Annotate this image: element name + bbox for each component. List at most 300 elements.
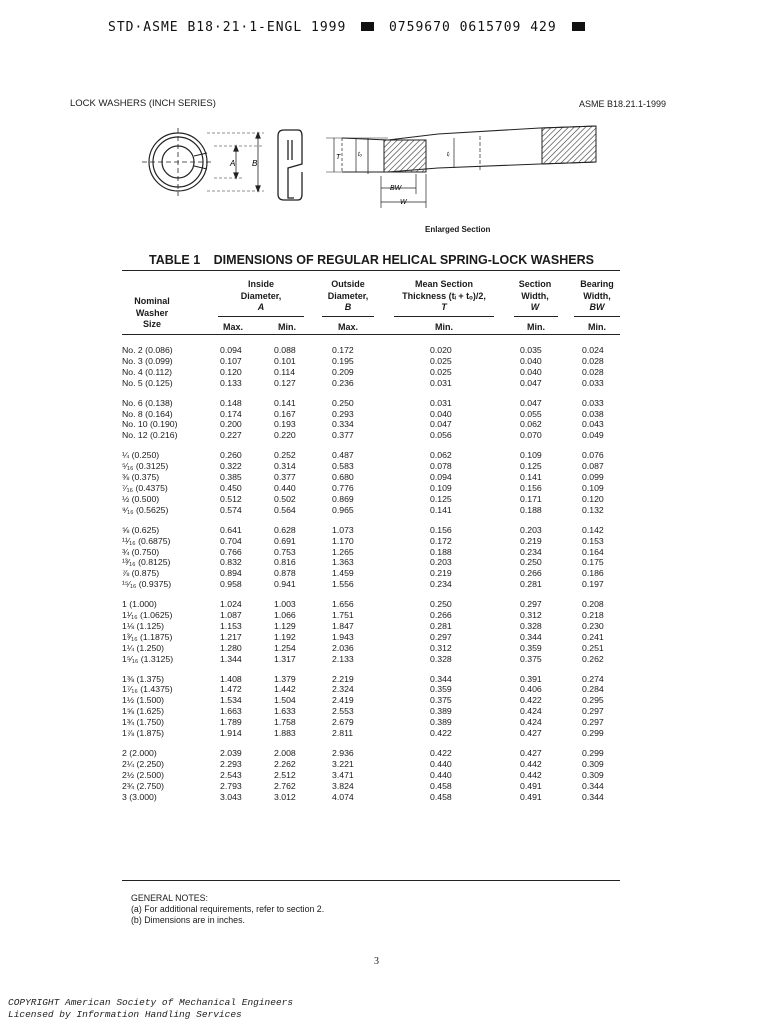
- cell-value: 0.281: [520, 579, 542, 590]
- cell-value: 0.628: [274, 524, 296, 535]
- cell-value: 3.824: [332, 780, 354, 791]
- table-row: [122, 525, 622, 536]
- group-spacer-cell: [122, 590, 622, 599]
- cell-value: 2.293: [220, 758, 242, 769]
- table-row: [122, 654, 622, 665]
- cell-size: ⁵⁄₁₆ (0.3125): [122, 461, 169, 472]
- table-row: [122, 536, 622, 547]
- cell-value: 0.442: [520, 758, 542, 769]
- cell-value: 0.236: [332, 377, 354, 388]
- cell-value: 1.459: [332, 568, 354, 579]
- cell-size: ⅝ (0.625): [122, 524, 160, 535]
- document-header: [108, 20, 591, 35]
- rule-inside: [218, 316, 304, 317]
- cell-size: ⅜ (0.375): [122, 472, 160, 483]
- cell-value: 0.252: [274, 450, 296, 461]
- cell-value: 0.766: [220, 546, 242, 557]
- cell-size: No. 2 (0.086): [122, 345, 173, 355]
- cell-value: 0.487: [332, 450, 354, 461]
- cell-value: 1.344: [220, 653, 242, 664]
- cell-value: 0.309: [582, 769, 604, 780]
- cell-value: 0.328: [520, 620, 542, 631]
- cell-value: 0.035: [520, 345, 542, 355]
- cell-value: 0.266: [430, 610, 452, 621]
- group-spacer-cell: [122, 665, 622, 674]
- cell-value: 2.039: [220, 748, 242, 758]
- subheader-inside-max: Max.: [222, 322, 243, 332]
- cell-value: 1.280: [220, 642, 242, 653]
- table-row: [122, 706, 622, 717]
- cell-value: 0.250: [430, 599, 452, 610]
- header-numbers: 0759670 0615709 429: [388, 20, 557, 35]
- cell-value: 1.003: [274, 599, 296, 610]
- cell-value: 0.125: [520, 461, 542, 472]
- header-block-mark-end: [572, 22, 585, 31]
- cell-value: 0.219: [520, 535, 542, 546]
- cell-value: 0.440: [430, 769, 452, 780]
- cell-value: 0.197: [582, 579, 604, 590]
- note-b: (b) Dimensions are in inches.: [131, 915, 245, 925]
- cell-size: No. 4 (0.112): [122, 366, 173, 377]
- cell-value: 2.219: [332, 673, 354, 684]
- cell-value: 0.491: [520, 791, 542, 802]
- table-title-text: DIMENSIONS OF REGULAR HELICAL SPRING-LOCK WASHERS: [213, 253, 594, 267]
- cell-value: 0.377: [274, 472, 296, 483]
- cell-size: 1 (1.000): [122, 599, 157, 610]
- cell-value: 0.274: [582, 673, 604, 684]
- cell-value: 2.419: [332, 695, 354, 706]
- cell-value: 0.127: [274, 377, 296, 388]
- washer-front-view: [142, 128, 264, 196]
- cell-value: 0.031: [430, 377, 452, 388]
- cell-value: 0.047: [520, 377, 542, 388]
- cell-value: 1.472: [220, 684, 242, 695]
- cell-value: 0.040: [430, 408, 452, 419]
- subheader-mean-min: Min.: [435, 322, 453, 332]
- cell-size: ½ (0.500): [122, 493, 160, 504]
- cell-value: 1.363: [332, 557, 354, 568]
- cell-value: 0.422: [520, 695, 542, 706]
- cell-value: 0.297: [520, 599, 542, 610]
- cell-value: 0.025: [430, 366, 452, 377]
- cell-value: 0.564: [274, 504, 296, 515]
- group-spacer: [122, 389, 622, 398]
- dim-label-t: T: [336, 154, 341, 161]
- table-row: [122, 557, 622, 568]
- cell-value: 0.262: [582, 653, 604, 664]
- cell-value: 1.254: [274, 642, 296, 653]
- cell-value: 0.458: [430, 780, 452, 791]
- cell-value: 0.094: [220, 345, 242, 355]
- cell-value: 0.025: [430, 355, 452, 366]
- cell-size: 1¾ (1.750): [122, 717, 165, 728]
- cell-value: 1.789: [220, 717, 242, 728]
- cell-size: 3 (3.000): [122, 791, 157, 802]
- group-spacer-cell: [122, 389, 622, 398]
- cell-value: 1.534: [220, 695, 242, 706]
- group-spacer-cell: [122, 739, 622, 748]
- col-header-bearing: Bearing Width,: [580, 279, 614, 301]
- cell-value: 0.056: [430, 430, 452, 441]
- cell-value: 2.793: [220, 780, 242, 791]
- cell-value: 0.195: [332, 355, 354, 366]
- cell-value: 3.221: [332, 758, 354, 769]
- cell-value: 0.049: [582, 430, 604, 441]
- cell-value: 1.556: [332, 579, 354, 590]
- rule-section: [514, 316, 558, 317]
- table-row: [122, 759, 622, 770]
- table-row: [122, 770, 622, 781]
- cell-size: ¾ (0.750): [122, 546, 160, 557]
- cell-value: 0.442: [520, 769, 542, 780]
- cell-value: 0.234: [430, 579, 452, 590]
- cell-size: ¹³⁄₁₆ (0.8125): [122, 557, 171, 568]
- washer-figure: [138, 116, 618, 236]
- cell-value: 0.167: [274, 408, 296, 419]
- group-spacer: [122, 441, 622, 450]
- group-spacer-cell: [122, 441, 622, 450]
- group-spacer-cell: [122, 516, 622, 525]
- table-bottom-rule: [122, 880, 620, 881]
- cell-value: 0.389: [430, 717, 452, 728]
- cell-value: 0.031: [430, 397, 452, 408]
- cell-value: 0.141: [520, 472, 542, 483]
- cell-value: 0.020: [430, 345, 452, 355]
- col-header-outside: Outside Diameter,: [327, 279, 369, 301]
- cell-value: 2.133: [332, 653, 354, 664]
- cell-value: 0.512: [220, 493, 242, 504]
- cell-value: 0.295: [582, 695, 604, 706]
- cell-value: 0.894: [220, 568, 242, 579]
- cell-size: 1⅝ (1.625): [122, 706, 165, 717]
- cell-value: 0.776: [332, 482, 354, 493]
- cell-value: 0.203: [520, 524, 542, 535]
- cell-value: 0.816: [274, 557, 296, 568]
- cell-size: No. 10 (0.190): [122, 419, 178, 430]
- col-header-inside-sym: A: [257, 302, 265, 312]
- cell-size: 2½ (2.500): [122, 769, 165, 780]
- cell-value: 0.422: [430, 728, 452, 739]
- cell-value: 2.036: [332, 642, 354, 653]
- cell-value: 0.028: [582, 355, 604, 366]
- cell-value: 0.284: [582, 684, 604, 695]
- cell-value: 0.281: [430, 620, 452, 631]
- dim-label-a: A: [230, 159, 236, 168]
- running-title-left: LOCK WASHERS (INCH SERIES): [70, 98, 216, 109]
- cell-value: 2.262: [274, 758, 296, 769]
- table-row: [122, 621, 622, 632]
- dim-label-to: tₒ: [358, 152, 363, 158]
- cell-value: 0.450: [220, 482, 242, 493]
- table-row: [122, 547, 622, 558]
- cell-value: 0.062: [520, 419, 542, 430]
- cell-size: 1³⁄₁₆ (1.1875): [122, 631, 173, 642]
- cell-value: 0.691: [274, 535, 296, 546]
- cell-value: 0.406: [520, 684, 542, 695]
- note-a: (a) For additional requirements, refer to section 2.: [131, 904, 325, 914]
- cell-size: No. 12 (0.216): [122, 430, 178, 441]
- group-spacer: [122, 516, 622, 525]
- cell-value: 0.241: [582, 631, 604, 642]
- general-notes: [131, 893, 324, 926]
- cell-size: 1⅜ (1.375): [122, 673, 165, 684]
- copyright-line-1: COPYRIGHT American Society of Mechanical Engineers: [8, 997, 294, 1008]
- cell-value: 0.230: [582, 620, 604, 631]
- cell-value: 0.175: [582, 557, 604, 568]
- cell-value: 0.062: [430, 450, 452, 461]
- cell-value: 1.751: [332, 610, 354, 621]
- cell-value: 0.375: [430, 695, 452, 706]
- table-row: [122, 684, 622, 695]
- table-row: [122, 450, 622, 461]
- cell-size: ¹⁵⁄₁₆ (0.9375): [122, 579, 172, 590]
- cell-value: 2.936: [332, 748, 354, 758]
- table-top-rule: [122, 270, 620, 271]
- cell-size: ⅞ (0.875): [122, 568, 160, 579]
- group-spacer: [122, 739, 622, 748]
- table-row: [122, 356, 622, 367]
- cell-value: 0.266: [520, 568, 542, 579]
- cell-value: 0.297: [430, 631, 452, 642]
- cell-value: 0.491: [520, 780, 542, 791]
- cell-value: 0.344: [582, 780, 604, 791]
- table-row: [122, 579, 622, 590]
- cell-value: 0.040: [520, 366, 542, 377]
- cell-value: 0.188: [520, 504, 542, 515]
- table-row: [122, 674, 622, 685]
- cell-size: 1⅛ (1.125): [122, 620, 165, 631]
- cell-value: 1.087: [220, 610, 242, 621]
- cell-size: ⁷⁄₁₆ (0.4375): [122, 482, 168, 493]
- cell-value: 0.153: [582, 535, 604, 546]
- subheader-section-min: Min.: [527, 322, 545, 332]
- section-hatch-right: [542, 126, 596, 164]
- dim-label-b: B: [252, 159, 258, 168]
- cell-value: 0.148: [220, 397, 242, 408]
- cell-value: 0.172: [332, 345, 354, 355]
- cell-value: 0.141: [430, 504, 452, 515]
- rule-outside: [322, 316, 374, 317]
- cell-value: 0.109: [582, 482, 604, 493]
- cell-value: 0.040: [520, 355, 542, 366]
- header-standard-code: STD·ASME B18·21·1-ENGL 1999: [108, 20, 347, 35]
- cell-value: 0.047: [430, 419, 452, 430]
- cell-value: 2.512: [274, 769, 296, 780]
- header-bottom-rule: [122, 334, 620, 335]
- cell-size: No. 5 (0.125): [122, 377, 173, 388]
- col-header-bearing-sym: BW: [589, 302, 605, 312]
- table-row: [122, 367, 622, 378]
- cell-size: 2 (2.000): [122, 748, 157, 758]
- col-header-size: Nominal Washer Size: [134, 296, 170, 329]
- dim-label-bw: BW: [390, 185, 402, 192]
- cell-value: 0.227: [220, 430, 242, 441]
- table-row: [122, 419, 622, 430]
- cell-value: 0.218: [582, 610, 604, 621]
- cell-value: 0.174: [220, 408, 242, 419]
- cell-value: 0.293: [332, 408, 354, 419]
- cell-value: 0.385: [220, 472, 242, 483]
- cell-value: 2.543: [220, 769, 242, 780]
- cell-value: 0.250: [332, 397, 354, 408]
- cell-value: 0.389: [430, 706, 452, 717]
- table-row: [122, 643, 622, 654]
- cell-value: 1.408: [220, 673, 242, 684]
- cell-value: 0.209: [332, 366, 354, 377]
- cell-value: 1.633: [274, 706, 296, 717]
- cell-value: 0.125: [430, 493, 452, 504]
- cell-value: 0.208: [582, 599, 604, 610]
- washer-drawing: [138, 116, 618, 236]
- cell-value: 0.114: [274, 366, 296, 377]
- figure-caption: Enlarged Section: [425, 225, 491, 234]
- cell-value: 0.156: [520, 482, 542, 493]
- cell-value: 0.878: [274, 568, 296, 579]
- table-row: [122, 505, 622, 516]
- table-row: [122, 345, 622, 356]
- cell-value: 3.471: [332, 769, 354, 780]
- table-row: [122, 781, 622, 792]
- rule-mean: [394, 316, 494, 317]
- cell-size: ⁹⁄₁₆ (0.5625): [122, 504, 169, 515]
- cell-size: 1⁵⁄₁₆ (1.3125): [122, 653, 174, 664]
- cell-value: 0.359: [430, 684, 452, 695]
- cell-value: 0.359: [520, 642, 542, 653]
- table-row: [122, 494, 622, 505]
- cell-value: 1.656: [332, 599, 354, 610]
- cell-value: 0.120: [582, 493, 604, 504]
- cell-value: 0.312: [430, 642, 452, 653]
- cell-value: 0.038: [582, 408, 604, 419]
- cell-value: 0.251: [582, 642, 604, 653]
- cell-value: 0.424: [520, 706, 542, 717]
- cell-value: 0.109: [430, 482, 452, 493]
- table-row: [122, 430, 622, 441]
- table-row: [122, 728, 622, 739]
- col-header-section: Section Width,: [518, 279, 552, 301]
- table-row: [122, 568, 622, 579]
- cell-size: 2¼ (2.250): [122, 758, 165, 769]
- cell-value: 0.047: [520, 397, 542, 408]
- cell-value: 1.153: [220, 620, 242, 631]
- table-row: [122, 461, 622, 472]
- cell-value: 0.832: [220, 557, 242, 568]
- cell-value: 0.120: [220, 366, 242, 377]
- cell-value: 0.141: [274, 397, 296, 408]
- cell-value: 0.024: [582, 345, 604, 355]
- cell-value: 0.314: [274, 461, 296, 472]
- cell-value: 0.344: [430, 673, 452, 684]
- cell-value: 1.024: [220, 599, 242, 610]
- cell-value: 0.033: [582, 397, 604, 408]
- cell-value: 1.847: [332, 620, 354, 631]
- cell-value: 0.427: [520, 748, 542, 758]
- cell-value: 0.078: [430, 461, 452, 472]
- dimensions-table: [122, 345, 622, 803]
- cell-value: 2.679: [332, 717, 354, 728]
- section-hatch-left: [384, 140, 426, 172]
- cell-value: 0.076: [582, 450, 604, 461]
- running-title-right: ASME B18.21.1-1999: [578, 99, 666, 109]
- cell-value: 0.171: [520, 493, 542, 504]
- cell-value: 0.574: [220, 504, 242, 515]
- cell-value: 0.193: [274, 419, 296, 430]
- cell-value: 1.379: [274, 673, 296, 684]
- cell-value: 1.317: [274, 653, 296, 664]
- cell-value: 0.055: [520, 408, 542, 419]
- cell-value: 0.391: [520, 673, 542, 684]
- cell-value: 1.883: [274, 728, 296, 739]
- col-header-inside: Inside Diameter,: [240, 279, 282, 301]
- table-row: [122, 610, 622, 621]
- cell-value: 0.965: [332, 504, 354, 515]
- table-row: [122, 483, 622, 494]
- table-row: [122, 632, 622, 643]
- table-row: [122, 792, 622, 803]
- cell-size: 1½ (1.500): [122, 695, 165, 706]
- table-row: [122, 717, 622, 728]
- cell-value: 0.203: [430, 557, 452, 568]
- cell-value: 0.753: [274, 546, 296, 557]
- cell-value: 0.043: [582, 419, 604, 430]
- cell-value: 1.943: [332, 631, 354, 642]
- cell-value: 2.008: [274, 748, 296, 758]
- cell-size: 1¹⁄₁₆ (1.0625): [122, 610, 173, 621]
- cell-value: 0.704: [220, 535, 242, 546]
- cell-value: 1.663: [220, 706, 242, 717]
- cell-value: 1.504: [274, 695, 296, 706]
- cell-value: 0.869: [332, 493, 354, 504]
- cell-value: 1.192: [274, 631, 296, 642]
- table-row: [122, 748, 622, 759]
- col-header-outside-sym: B: [344, 302, 352, 312]
- cell-value: 0.186: [582, 568, 604, 579]
- cell-value: 0.188: [430, 546, 452, 557]
- notes-heading: GENERAL NOTES:: [131, 893, 208, 903]
- cell-value: 0.156: [430, 524, 452, 535]
- cell-value: 0.219: [430, 568, 452, 579]
- cell-value: 0.299: [582, 728, 604, 739]
- cell-value: 1.066: [274, 610, 296, 621]
- cell-value: 0.440: [430, 758, 452, 769]
- cell-value: 1.170: [332, 535, 354, 546]
- table-number: TABLE 1: [149, 253, 201, 267]
- table-row: [122, 695, 622, 706]
- cell-value: 0.132: [582, 504, 604, 515]
- cell-value: 0.958: [220, 579, 242, 590]
- cell-value: 0.164: [582, 546, 604, 557]
- cell-value: 0.107: [220, 355, 242, 366]
- cell-value: 0.502: [274, 493, 296, 504]
- cell-value: 0.234: [520, 546, 542, 557]
- cell-value: 1.442: [274, 684, 296, 695]
- cell-value: 0.133: [220, 377, 242, 388]
- col-header-mean: Mean Section Thickness (tᵢ + tₒ)/2,: [402, 279, 486, 301]
- page-number: 3: [374, 956, 379, 967]
- cell-value: 0.094: [430, 472, 452, 483]
- cell-value: 0.200: [220, 419, 242, 430]
- cell-size: 1¼ (1.250): [122, 642, 165, 653]
- cell-value: 0.322: [220, 461, 242, 472]
- cell-value: 0.583: [332, 461, 354, 472]
- subheader-inside-min: Min.: [278, 322, 296, 332]
- cell-size: 1⁷⁄₁₆ (1.4375): [122, 684, 173, 695]
- cell-value: 1.217: [220, 631, 242, 642]
- table-row: [122, 599, 622, 610]
- cell-value: 0.422: [430, 748, 452, 758]
- cell-value: 0.070: [520, 430, 542, 441]
- cell-value: 0.260: [220, 450, 242, 461]
